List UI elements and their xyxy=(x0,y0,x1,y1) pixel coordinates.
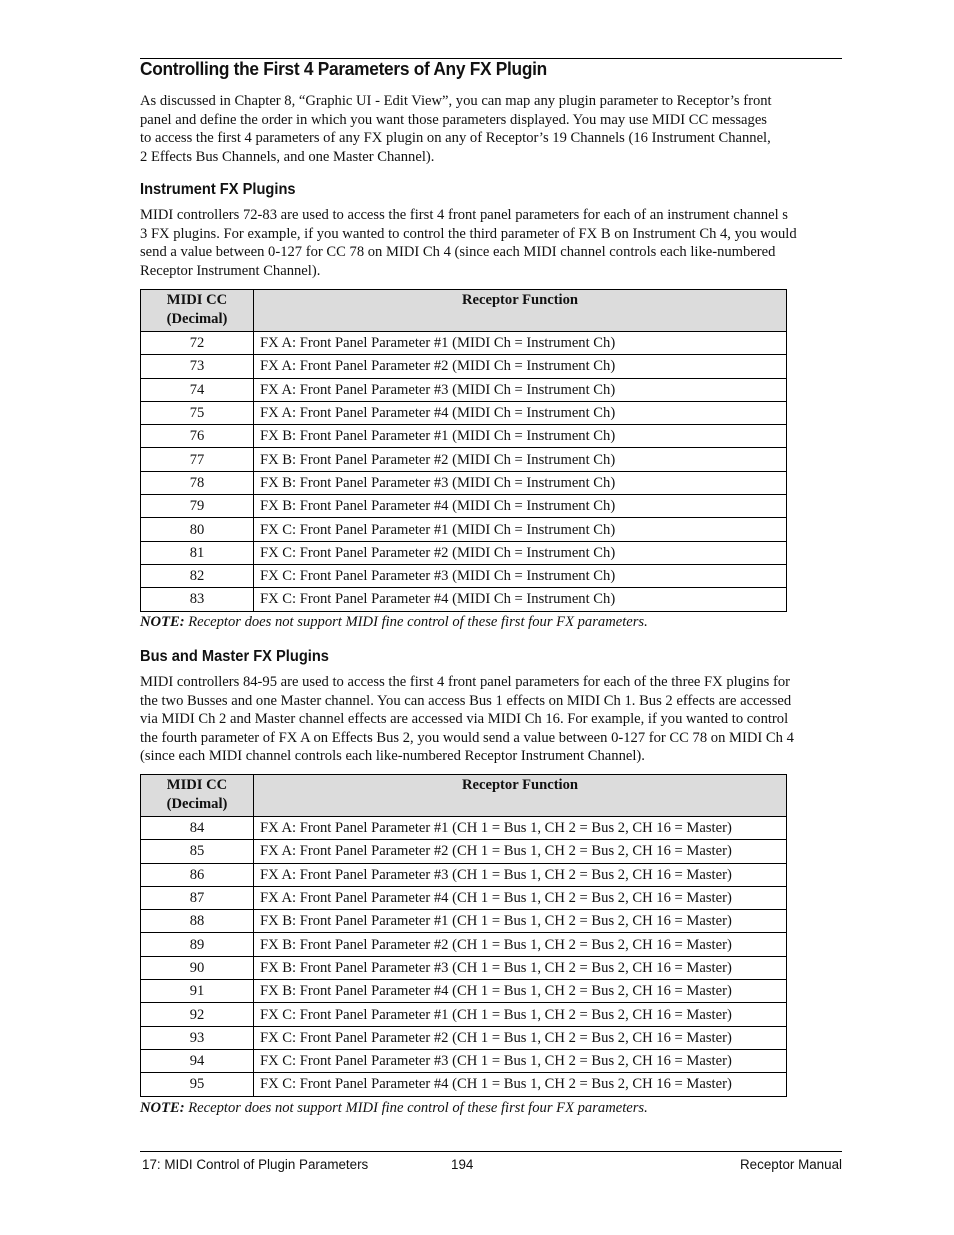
footer-page-number: 194 xyxy=(451,1157,474,1172)
note-text: Receptor does not support MIDI fine control of these first four FX parameters. xyxy=(184,1100,648,1116)
function-cell: FX B: Front Panel Parameter #2 (CH 1 = Bus 1, CH 2 = Bus 2, CH 16 = Master) xyxy=(254,933,787,956)
table-row xyxy=(141,471,787,494)
note-label: NOTE: xyxy=(140,614,185,630)
function-cell: FX C: Front Panel Parameter #2 (CH 1 = Bus 1, CH 2 = Bus 2, CH 16 = Master) xyxy=(254,1026,787,1049)
function-cell: FX C: Front Panel Parameter #3 (CH 1 = Bus 1, CH 2 = Bus 2, CH 16 = Master) xyxy=(254,1049,787,1072)
bus-master-fx-table xyxy=(140,774,787,1097)
cc-cell: 72 xyxy=(141,332,254,355)
note-text: Receptor does not support MIDI fine control of these first four FX parameters. xyxy=(184,614,648,630)
cc-cell: 93 xyxy=(141,1026,254,1049)
function-cell: FX C: Front Panel Parameter #4 (CH 1 = Bus 1, CH 2 = Bus 2, CH 16 = Master) xyxy=(254,1073,787,1096)
table-header-row xyxy=(141,775,787,817)
bus-master-fx-note xyxy=(140,1100,648,1117)
table-row xyxy=(141,588,787,611)
intro-paragraph xyxy=(140,92,845,166)
table-row xyxy=(141,425,787,448)
header-receptor-function: Receptor Function xyxy=(254,290,787,332)
table-row xyxy=(141,564,787,587)
paragraph-line: panel and define the order in which you want those parameters displayed. You may use MIDI CC messages xyxy=(140,111,767,128)
cc-cell: 82 xyxy=(141,564,254,587)
cc-cell: 87 xyxy=(141,886,254,909)
table-row xyxy=(141,933,787,956)
table-row xyxy=(141,541,787,564)
function-cell: FX B: Front Panel Parameter #1 (CH 1 = Bus 1, CH 2 = Bus 2, CH 16 = Master) xyxy=(254,910,787,933)
table-row xyxy=(141,886,787,909)
header-midi-cc xyxy=(141,290,254,332)
cc-cell: 85 xyxy=(141,840,254,863)
cc-cell: 84 xyxy=(141,817,254,840)
function-cell: FX B: Front Panel Parameter #1 (MIDI Ch = Instrument Ch) xyxy=(254,425,787,448)
paragraph-line: send a value between 0-127 for CC 78 on MIDI Ch 4 (since each MIDI channel controls each like-numbered xyxy=(140,244,776,261)
table-row xyxy=(141,401,787,424)
function-cell: FX B: Front Panel Parameter #4 (CH 1 = Bus 1, CH 2 = Bus 2, CH 16 = Master) xyxy=(254,980,787,1003)
paragraph-line: the fourth parameter of FX A on Effects Bus 2, you would send a value between 0-127 for CC 78 on MIDI Ch 4 xyxy=(140,729,794,746)
paragraph-line: via MIDI Ch 2 and Master channel effects are accessed via MIDI Ch 16. For example, if you wanted to control xyxy=(140,711,789,728)
function-cell: FX C: Front Panel Parameter #2 (MIDI Ch = Instrument Ch) xyxy=(254,541,787,564)
function-cell: FX C: Front Panel Parameter #4 (MIDI Ch = Instrument Ch) xyxy=(254,588,787,611)
function-cell: FX C: Front Panel Parameter #1 (MIDI Ch = Instrument Ch) xyxy=(254,518,787,541)
instrument-fx-heading: Instrument FX Plugins xyxy=(140,181,296,198)
cc-cell: 79 xyxy=(141,495,254,518)
header-midi-cc-line2: (Decimal) xyxy=(166,310,228,327)
cc-cell: 94 xyxy=(141,1049,254,1072)
footer-rule xyxy=(140,1151,842,1152)
instrument-fx-table xyxy=(140,289,787,612)
cc-cell: 91 xyxy=(141,980,254,1003)
function-cell: FX A: Front Panel Parameter #4 (MIDI Ch = Instrument Ch) xyxy=(254,401,787,424)
cc-cell: 89 xyxy=(141,933,254,956)
table-row xyxy=(141,840,787,863)
paragraph-line: MIDI controllers 72-83 are used to access the first 4 front panel parameters for each of an instrument channel s xyxy=(140,207,788,223)
table-row xyxy=(141,332,787,355)
paragraph-line: the two Busses and one Master channel. You can access Bus 1 effects on MIDI Ch 1. Bus 2 effects are accessed xyxy=(140,692,792,709)
function-cell: FX A: Front Panel Parameter #3 (CH 1 = Bus 1, CH 2 = Bus 2, CH 16 = Master) xyxy=(254,863,787,886)
table-row xyxy=(141,980,787,1003)
instrument-fx-note xyxy=(140,614,648,631)
paragraph-line: 2 Effects Bus Channels, and one Master Channel). xyxy=(140,148,435,165)
function-cell: FX A: Front Panel Parameter #1 (MIDI Ch = Instrument Ch) xyxy=(254,332,787,355)
table-row xyxy=(141,956,787,979)
table-row xyxy=(141,817,787,840)
paragraph-line: MIDI controllers 84-95 are used to access the first 4 front panel parameters for each of the three FX plugins for xyxy=(140,674,791,690)
cc-cell: 83 xyxy=(141,588,254,611)
header-midi-cc-line1: MIDI CC xyxy=(166,292,228,308)
paragraph-line: to access the first 4 parameters of any FX plugin on any of Receptor’s 19 Channels (16 Instrument Channel, xyxy=(140,130,771,147)
table-row xyxy=(141,495,787,518)
function-cell: FX A: Front Panel Parameter #2 (MIDI Ch = Instrument Ch) xyxy=(254,355,787,378)
instrument-fx-paragraph xyxy=(140,206,845,280)
cc-cell: 75 xyxy=(141,401,254,424)
table-row xyxy=(141,378,787,401)
table-row xyxy=(141,1049,787,1072)
function-cell: FX B: Front Panel Parameter #3 (CH 1 = Bus 1, CH 2 = Bus 2, CH 16 = Master) xyxy=(254,956,787,979)
note-label: NOTE: xyxy=(140,1100,185,1116)
cc-cell: 81 xyxy=(141,541,254,564)
table-row xyxy=(141,355,787,378)
cc-cell: 86 xyxy=(141,863,254,886)
paragraph-line: (since each MIDI channel controls each like-numbered Receptor Instrument Channel). xyxy=(140,748,645,765)
footer-manual-title: Receptor Manual xyxy=(740,1157,842,1172)
table-header-row xyxy=(141,290,787,332)
cc-cell: 77 xyxy=(141,448,254,471)
header-midi-cc xyxy=(141,775,254,817)
table-row xyxy=(141,1073,787,1096)
function-cell: FX C: Front Panel Parameter #3 (MIDI Ch = Instrument Ch) xyxy=(254,564,787,587)
footer-chapter: 17: MIDI Control of Plugin Parameters xyxy=(142,1157,369,1172)
table-row xyxy=(141,863,787,886)
page-title: Controlling the First 4 Parameters of Any FX Plugin xyxy=(140,58,547,79)
table-row xyxy=(141,910,787,933)
cc-cell: 92 xyxy=(141,1003,254,1026)
function-cell: FX B: Front Panel Parameter #4 (MIDI Ch = Instrument Ch) xyxy=(254,495,787,518)
function-cell: FX A: Front Panel Parameter #4 (CH 1 = Bus 1, CH 2 = Bus 2, CH 16 = Master) xyxy=(254,886,787,909)
function-cell: FX B: Front Panel Parameter #3 (MIDI Ch = Instrument Ch) xyxy=(254,471,787,494)
paragraph-line: 3 FX plugins. For example, if you wanted to control the third parameter of FX B on Instrument Ch 4, you would xyxy=(140,225,797,242)
header-midi-cc-line2: (Decimal) xyxy=(166,795,228,812)
cc-cell: 74 xyxy=(141,378,254,401)
function-cell: FX A: Front Panel Parameter #2 (CH 1 = Bus 1, CH 2 = Bus 2, CH 16 = Master) xyxy=(254,840,787,863)
cc-cell: 90 xyxy=(141,956,254,979)
cc-cell: 88 xyxy=(141,910,254,933)
cc-cell: 78 xyxy=(141,471,254,494)
cc-cell: 80 xyxy=(141,518,254,541)
cc-cell: 76 xyxy=(141,425,254,448)
cc-cell: 95 xyxy=(141,1073,254,1096)
table-row xyxy=(141,1026,787,1049)
table-row xyxy=(141,1003,787,1026)
function-cell: FX B: Front Panel Parameter #2 (MIDI Ch = Instrument Ch) xyxy=(254,448,787,471)
paragraph-line: As discussed in Chapter 8, “Graphic UI - Edit View”, you can map any plugin parameter to Receptor’s front xyxy=(140,93,772,109)
function-cell: FX A: Front Panel Parameter #3 (MIDI Ch = Instrument Ch) xyxy=(254,378,787,401)
table-row xyxy=(141,518,787,541)
header-midi-cc-line1: MIDI CC xyxy=(166,777,228,793)
function-cell: FX C: Front Panel Parameter #1 (CH 1 = Bus 1, CH 2 = Bus 2, CH 16 = Master) xyxy=(254,1003,787,1026)
table-row xyxy=(141,448,787,471)
bus-master-fx-heading: Bus and Master FX Plugins xyxy=(140,648,329,665)
bus-master-fx-paragraph xyxy=(140,673,845,766)
paragraph-line: Receptor Instrument Channel). xyxy=(140,262,321,279)
header-receptor-function: Receptor Function xyxy=(254,775,787,817)
function-cell: FX A: Front Panel Parameter #1 (CH 1 = Bus 1, CH 2 = Bus 2, CH 16 = Master) xyxy=(254,817,787,840)
cc-cell: 73 xyxy=(141,355,254,378)
